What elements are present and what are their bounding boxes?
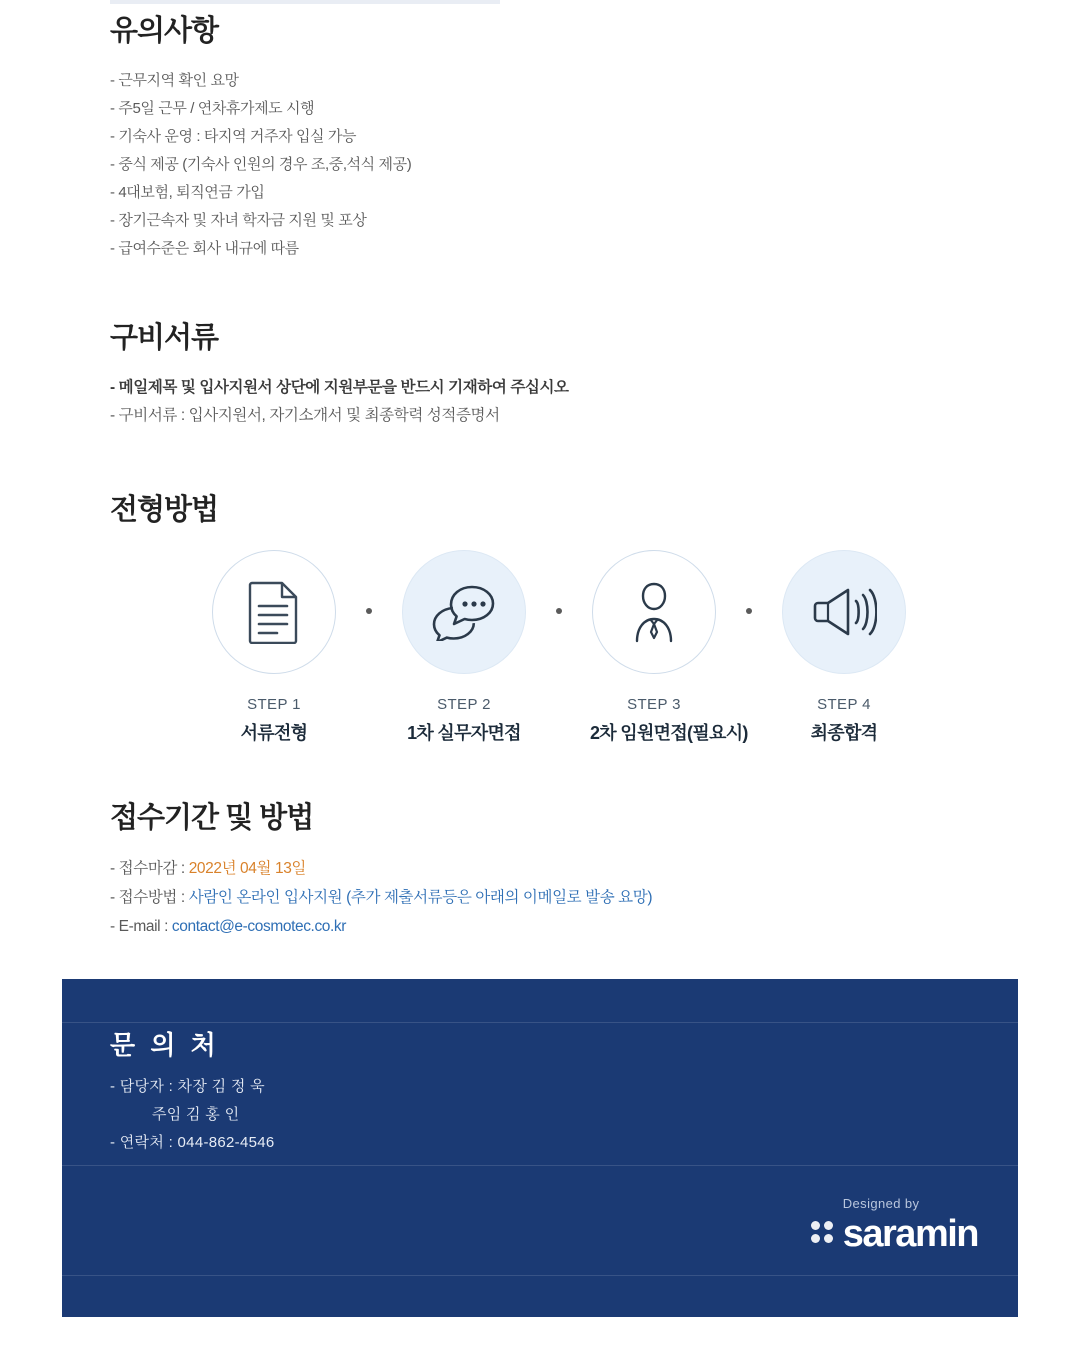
apply-email-label: - E-mail : xyxy=(110,918,172,935)
chat-bubbles-icon xyxy=(431,583,497,641)
documents-list xyxy=(110,374,569,430)
apply-method-label: - 접수방법 : xyxy=(110,889,189,906)
apply-title: 접수기간 및 방법 xyxy=(110,802,314,834)
list-item: - 급여수준은 회사 내규에 따름 xyxy=(110,240,299,257)
step-2-label: STEP 2 xyxy=(437,696,491,713)
process-step-1 xyxy=(210,550,338,745)
footer-contact-list xyxy=(110,1073,275,1157)
document-icon xyxy=(246,580,302,644)
footer-divider-3 xyxy=(62,1275,1018,1276)
saramin-name: saramin xyxy=(842,1213,978,1255)
step-separator-3 xyxy=(718,550,780,672)
list-item: - 담당자 : 차장 김 정 욱 xyxy=(110,1078,265,1095)
step-4-circle xyxy=(782,550,906,674)
step-1-circle xyxy=(212,550,336,674)
step-2-circle xyxy=(402,550,526,674)
list-item: - 기숙사 운영 : 타지역 거주자 입실 가능 xyxy=(110,128,357,145)
step-4-name: 최종합격 xyxy=(810,723,878,743)
step-3-label: STEP 3 xyxy=(627,696,681,713)
step-4-label: STEP 4 xyxy=(817,696,871,713)
list-item: - 주5일 근무 / 연차휴가제도 시행 xyxy=(110,100,315,117)
designed-by-label: Designed by xyxy=(842,1196,920,1211)
person-tie-icon xyxy=(628,580,680,644)
list-item: - 구비서류 : 입사지원서, 자기소개서 및 최종학력 성적증명서 xyxy=(110,407,500,424)
notice-list xyxy=(110,67,411,263)
top-divider-strip xyxy=(110,0,500,4)
saramin-dots-icon xyxy=(811,1221,833,1243)
apply-method-value: 사람인 온라인 입사지원 (추가 제출서류등은 아래의 이메일로 발송 요망) xyxy=(188,889,653,906)
notice-section xyxy=(110,8,411,263)
process-step-4 xyxy=(780,550,908,745)
process-step-2 xyxy=(400,550,528,745)
footer-title: 문 의 처 xyxy=(110,1030,220,1060)
process-step-3 xyxy=(590,550,748,745)
process-section xyxy=(110,487,970,745)
apply-method-row xyxy=(110,883,652,912)
notice-title: 유의사항 xyxy=(110,15,219,47)
list-item: - 중식 제공 (기숙사 인원의 경우 조,중,석식 제공) xyxy=(110,156,412,173)
step-2-name: 1차 실무자면접 xyxy=(407,723,521,743)
step-separator-1 xyxy=(338,550,400,672)
footer-contact-panel xyxy=(62,979,1018,1317)
apply-section xyxy=(110,795,652,941)
list-item: - 연락처 : 044-862-4546 xyxy=(110,1134,275,1151)
documents-title: 구비서류 xyxy=(110,322,219,354)
apply-deadline-row xyxy=(110,854,652,883)
footer-divider-1 xyxy=(62,1022,1018,1023)
step-3-circle xyxy=(592,550,716,674)
footer-divider-2 xyxy=(62,1165,1018,1166)
process-steps xyxy=(110,550,970,745)
list-item: - 메일제목 및 입사지원서 상단에 지원부문을 반드시 기재하여 주십시오 xyxy=(110,379,569,396)
apply-deadline-value: 2022년 04월 13일 xyxy=(188,860,306,877)
list-item: - 4대보험, 퇴직연금 가입 xyxy=(110,184,265,201)
apply-deadline-label: - 접수마감 : xyxy=(110,860,189,877)
step-1-name: 서류전형 xyxy=(240,723,308,743)
process-title: 전형방법 xyxy=(110,494,219,526)
documents-section xyxy=(110,315,569,430)
apply-list xyxy=(110,854,652,941)
step-1-label: STEP 1 xyxy=(247,696,301,713)
apply-email-value[interactable]: contact@e-cosmotec.co.kr xyxy=(171,918,347,935)
step-separator-2 xyxy=(528,550,590,672)
step-3-name: 2차 임원면접(필요시) xyxy=(590,723,748,743)
list-item: - 장기근속자 및 자녀 학자금 지원 및 포상 xyxy=(110,212,367,229)
saramin-wordmark xyxy=(843,1197,978,1253)
apply-email-row xyxy=(110,912,652,941)
megaphone-icon xyxy=(811,584,877,640)
list-item: - 근무지역 확인 요망 xyxy=(110,72,239,89)
saramin-logo xyxy=(811,1197,978,1253)
list-item: 주임 김 홍 인 xyxy=(152,1106,240,1123)
